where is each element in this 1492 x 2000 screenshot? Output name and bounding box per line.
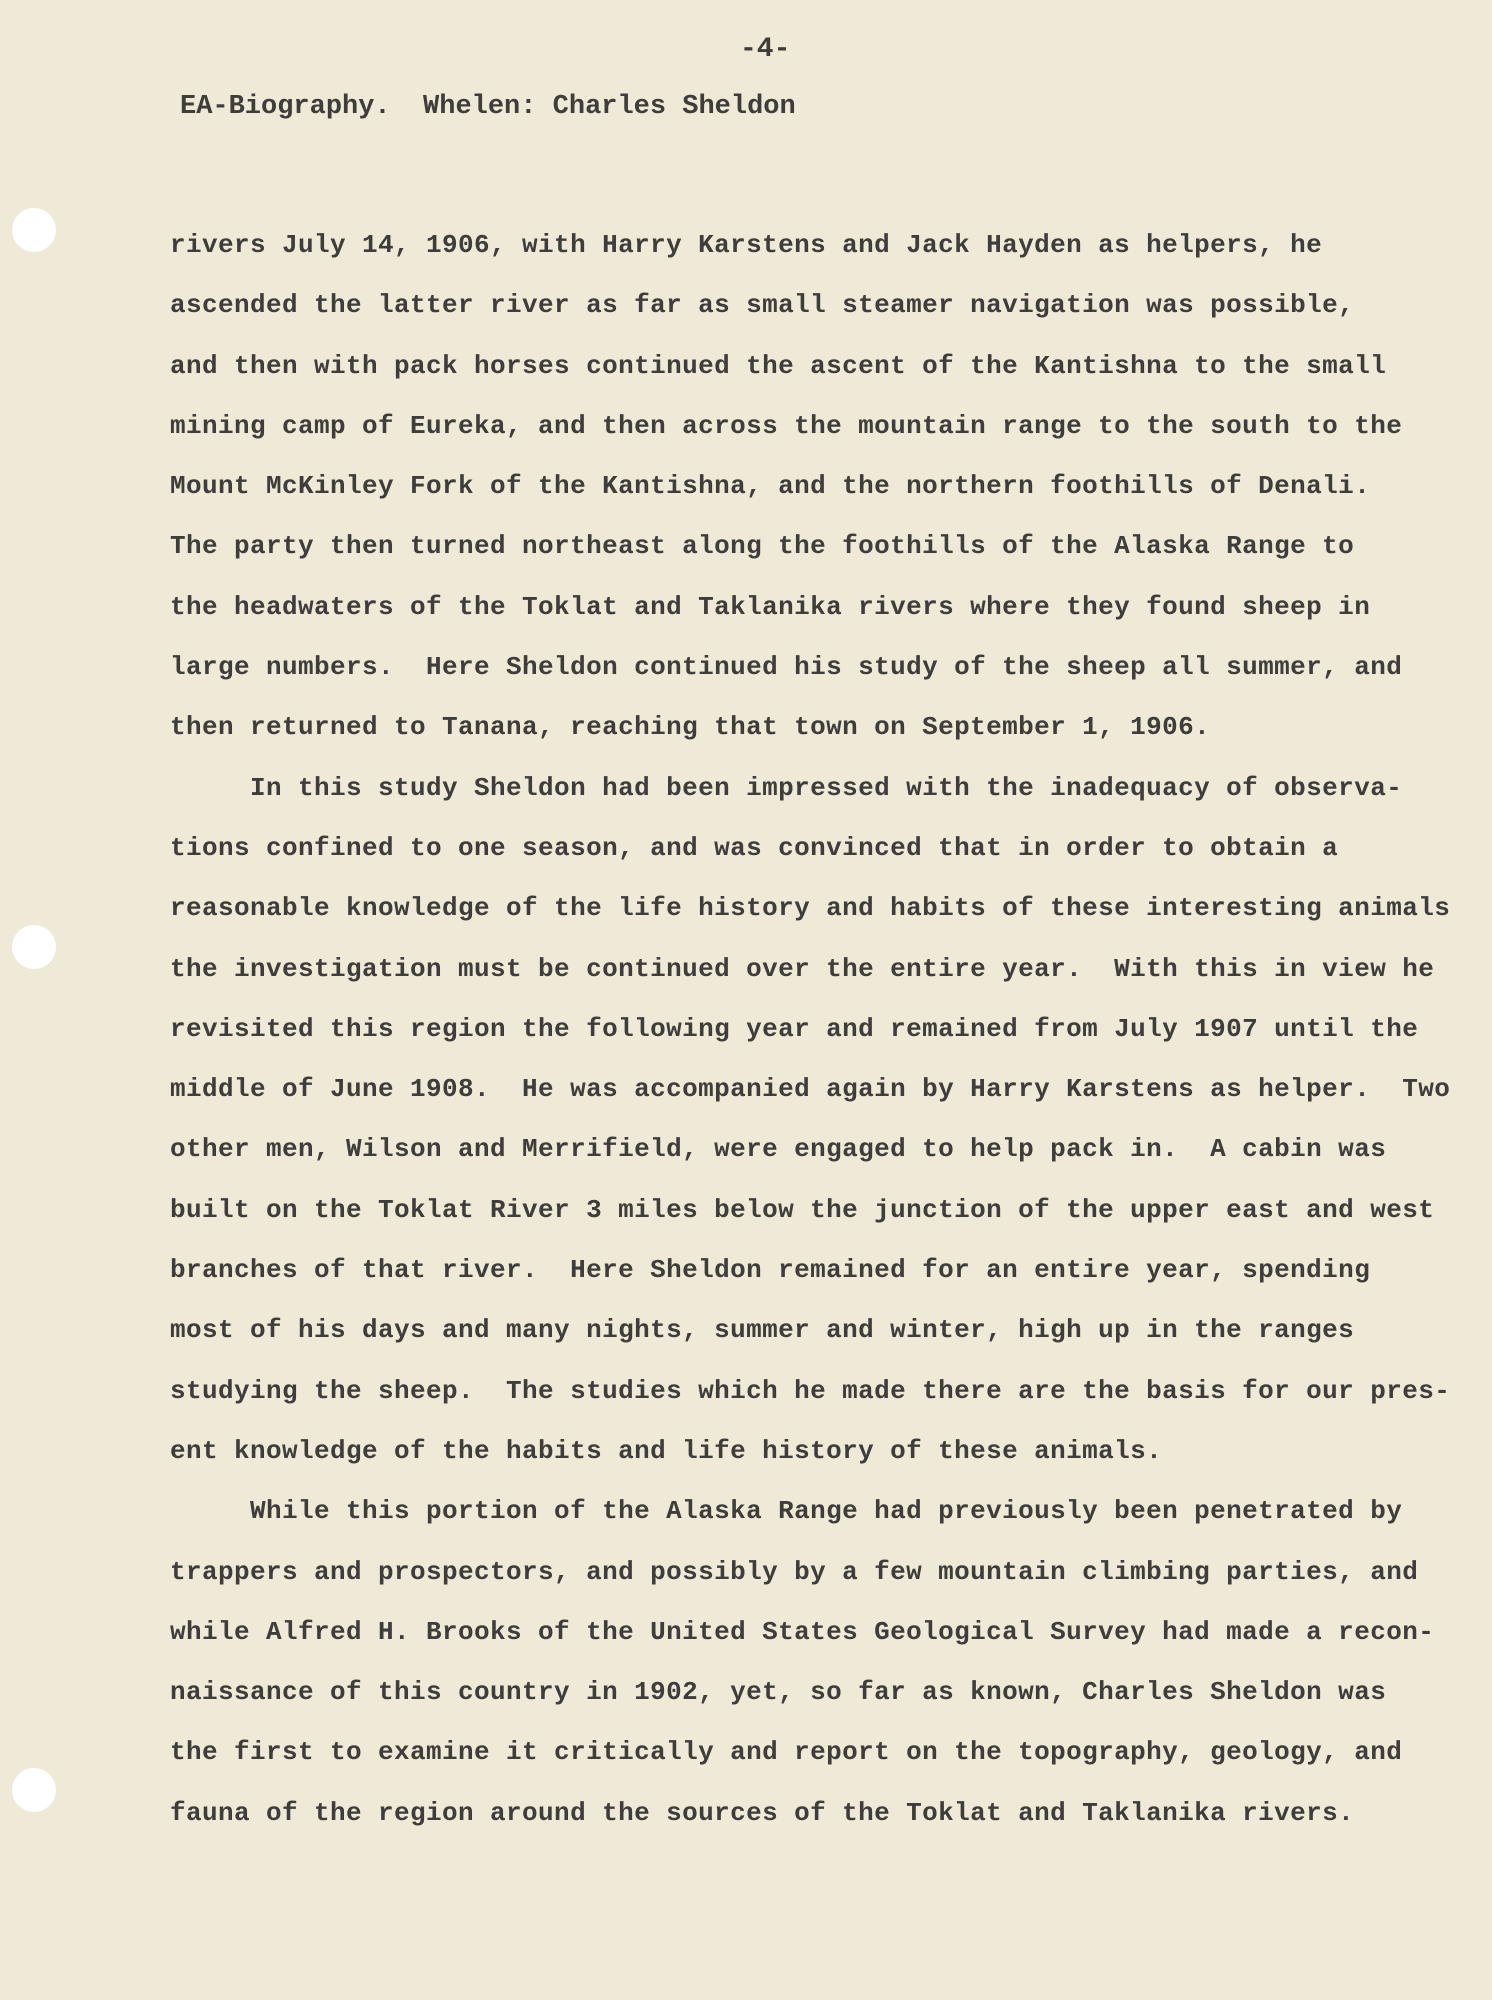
text-line: rivers July 14, 1906, with Harry Karstens and Jack Hayden as helpers, he: [170, 230, 1323, 260]
punch-hole-bottom: [12, 1768, 56, 1812]
paragraph-start-line: While this portion of the Alaska Range had previously been penetrated by: [170, 1496, 1403, 1527]
body-text: [170, 215, 1451, 1843]
page-number: -4-: [740, 34, 791, 65]
text-line: then returned to Tanana, reaching that town on September 1, 1906.: [170, 712, 1211, 743]
text-line: while Alfred H. Brooks of the United States Geological Survey had made a recon-: [170, 1616, 1435, 1647]
text-line: ent knowledge of the habits and life history of these animals.: [170, 1435, 1163, 1466]
text-line: fauna of the region around the sources of the Toklat and Taklanika rivers.: [170, 1797, 1355, 1828]
text-line: The party then turned northeast along the foothills of the Alaska Range to: [170, 531, 1355, 562]
text-line: reasonable knowledge of the life history and habits of these interesting animals: [170, 893, 1451, 924]
text-line: large numbers. Here Sheldon continued his study of the sheep all summer, and: [170, 652, 1403, 683]
punch-hole-middle: [12, 925, 56, 969]
text-line: the first to examine it critically and report on the topography, geology, and: [170, 1737, 1403, 1768]
text-line: the investigation must be continued over the entire year. With this in view he: [170, 953, 1435, 984]
punch-hole-top: [12, 208, 56, 252]
text-line: and then with pack horses continued the ascent of the Kantishna to the small: [170, 350, 1387, 381]
text-line: ascended the latter river as far as small steamer navigation was possible,: [170, 290, 1355, 321]
document-header: EA-Biography. Whelen: Charles Sheldon: [180, 92, 796, 122]
text-line: revisited this region the following year and remained from July 1907 until the: [170, 1013, 1419, 1044]
text-line: naissance of this country in 1902, yet, so far as known, Charles Sheldon was: [170, 1677, 1387, 1708]
text-line: built on the Toklat River 3 miles below the junction of the upper east and west: [170, 1194, 1435, 1225]
text-line: most of his days and many nights, summer and winter, high up in the ranges: [170, 1315, 1355, 1346]
text-line: middle of June 1908. He was accompanied again by Harry Karstens as helper. Two: [170, 1074, 1451, 1105]
text-line: branches of that river. Here Sheldon remained for an entire year, spending: [170, 1255, 1371, 1286]
text-line: Mount McKinley Fork of the Kantishna, and the northern foothills of Denali.: [170, 471, 1371, 502]
text-line: other men, Wilson and Merrifield, were engaged to help pack in. A cabin was: [170, 1134, 1387, 1165]
text-line: mining camp of Eureka, and then across the mountain range to the south to the: [170, 410, 1403, 441]
text-line: tions confined to one season, and was convinced that in order to obtain a: [170, 832, 1339, 863]
text-line: trappers and prospectors, and possibly by a few mountain climbing parties, and: [170, 1556, 1419, 1587]
text-line: the headwaters of the Toklat and Taklanika rivers where they found sheep in: [170, 591, 1371, 622]
paragraph-start-line: In this study Sheldon had been impressed with the inadequacy of observa-: [170, 772, 1403, 803]
text-line: studying the sheep. The studies which he made there are the basis for our pres-: [170, 1375, 1451, 1406]
